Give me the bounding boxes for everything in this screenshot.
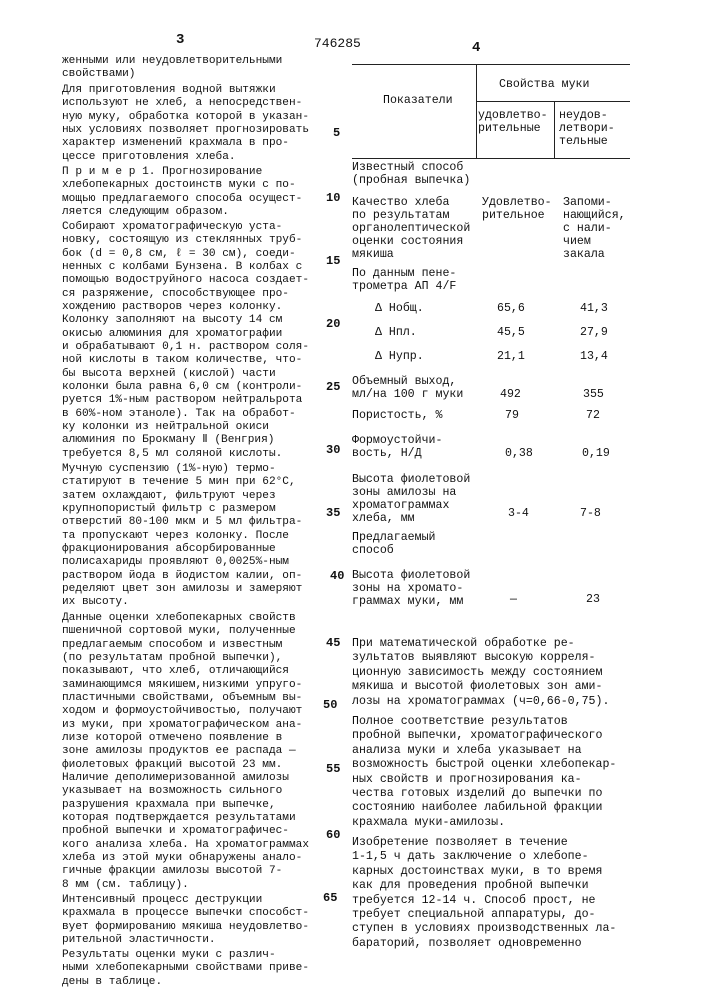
- table-row-label: По данным пене- трометра АП 4/F: [352, 267, 456, 293]
- line-number: 15: [326, 254, 340, 268]
- table-header-unsatisfactory: неудов- летвори- тельные: [559, 109, 615, 148]
- line-number: 50: [323, 698, 337, 712]
- paragraph: женными или неудовлетворительными свойствами): [62, 55, 282, 82]
- table-row-label: Качество хлеба по результатам органолептической оценки состояния мякиша: [352, 196, 470, 261]
- table-cell-good: 79: [505, 409, 519, 422]
- table-header-indicators: Показатели: [383, 94, 453, 107]
- table-cell-bad: 41,3: [580, 302, 608, 315]
- table-cell-good: 65,6: [497, 302, 525, 315]
- line-number: 65: [323, 891, 337, 905]
- line-number: 45: [326, 636, 340, 650]
- table-cell-bad: 7-8: [580, 507, 601, 520]
- paragraph: Изобретение позволяет в течение 1-1,5 ч дать заключение о хлебопе- карных достоинствах муки, в то время как для проведения пробной выпечки требуется 12-14 ч. Способ прост, не требует специальной аппаратуры, до- ступен в условиях производственных ла- бараторий, позволяет одновременно: [352, 836, 616, 951]
- table-vertical-rule: [476, 64, 477, 158]
- paragraph: Для приготовления водной вытяжки используют не хлеб, а непосредствен- ную муку, обработка которой в указан- ных условиях позволяет прогнозировать характер изменений крахмала в про- цессе приготовления хлеба.: [62, 84, 309, 164]
- table-row-label: Δ Hобщ.: [375, 302, 424, 315]
- table-section-proposed-method: Предлагаемый способ: [352, 531, 436, 557]
- table-cell-bad: 27,9: [580, 326, 608, 339]
- line-number: 25: [326, 380, 340, 394]
- table-row-label: Пористость, %: [352, 409, 442, 422]
- table-row-label: Высота фиолетовой зоны на хромато- граммах муки, мм: [352, 569, 470, 608]
- line-number: 60: [326, 828, 340, 842]
- table-row-label: Δ Hпл.: [375, 326, 417, 339]
- table-row-label: Высота фиолетовой зоны амилозы на хроматограммах хлеба, мм: [352, 473, 470, 525]
- line-number: 20: [326, 317, 340, 331]
- table-cell-bad: Запоми- нающийся, с нали- чием закала: [563, 196, 626, 261]
- table-cell-bad: 13,4: [580, 350, 608, 363]
- line-number: 10: [326, 191, 340, 205]
- table-row-label: Объемный выход, мл/на 100 г муки: [352, 375, 463, 401]
- table-top-rule: [352, 64, 630, 65]
- table-cell-bad: 72: [586, 409, 600, 422]
- table-cell-good: 21,1: [497, 350, 525, 363]
- table-cell-bad: 23: [586, 593, 600, 606]
- table-cell-good: Удовлетво- рительное: [482, 196, 552, 222]
- table-row-label: Формоустойчи- вость, Н/Д: [352, 434, 442, 460]
- paragraph: П р и м е р 1. Прогнозирование хлебопекарных достоинств муки с по- мощью предлагаемого способа осущест- ляется следующим образом.: [62, 166, 302, 219]
- paragraph: Мучную суспензию (1%-ную) термо- статируют в течение 5 мин при 62°С, затем охлаждают, фильтруют через крупнопористый фильтр с размером отверстий 80-100 мкм и 5 мл фильтра- та пропускают через колонку. После фракционирования абсорбированные полисахариды проявляют 0,0025%-ным раствором йода в йодистом калии, оп- ределяют цвет зон амилозы и замеряют их высоту.: [62, 463, 302, 610]
- table-section-known-method: Известный способ (пробная выпечка): [352, 161, 470, 187]
- line-number: 5: [333, 126, 340, 140]
- table-cell-bad: 355: [583, 388, 604, 401]
- line-number: 30: [326, 443, 340, 457]
- paragraph: Результаты оценки муки с различ- ными хлебопекарными свойствами приве- дены в таблице.: [62, 949, 309, 989]
- line-number: 40: [330, 569, 344, 583]
- table-cell-good: 0,38: [505, 447, 533, 460]
- patent-number: 746285: [314, 36, 361, 51]
- paragraph: Интенсивный процесс деструкции крахмала в процессе выпечки способст- вует формированию мякиша неудовлетво- рительной эластичности.: [62, 894, 309, 947]
- table-header-bottom-rule: [352, 158, 630, 159]
- table-cell-good: 492: [500, 388, 521, 401]
- page-number-right: 4: [472, 40, 480, 56]
- paragraph: При математической обработке ре- зультатов выявляют высокую корреля- ционную зависимость между состоянием мякиша и высотой фиолетовых зон ами- лозы на хроматограммах (ч=0,66-0,75).: [352, 637, 609, 709]
- table-group-rule: [476, 101, 630, 102]
- table-cell-good: 45,5: [497, 326, 525, 339]
- table-cell-good: —: [510, 593, 517, 606]
- table-vertical-rule: [554, 101, 555, 158]
- page-number-left: 3: [176, 32, 184, 48]
- line-number: 35: [326, 506, 340, 520]
- table-header-satisfactory: удовлетво- рительные: [478, 109, 548, 135]
- table-header-flour-properties: Свойства муки: [499, 78, 589, 91]
- paragraph: Данные оценки хлебопекарных свойств пшеничной сортовой муки, полученные предлагаемым способом и известным (по результатам пробной выпечки), показывают, что хлеб, отличающийся заминающимся мякишем,низкими упруго- пластичными свойствами, объемным вы- ходом и формоустойчивостью, получают из муки, при хроматографическом ана- лизе которой отмечено появление в зоне амилозы продуктов ее распада — фиолетовых фракций высотой 23 мм. Наличие деполимеризованной амилозы указывает на возможность сильного разрушения крахмала при выпечке, которая подтверждается результатами пробной выпечки и хроматографичес- кого анализа хлеба. На хроматограммах хлеба из этой муки обнаружены анало- гичные фракции амилозы высотой 7- 8 мм (см. таблицу).: [62, 612, 309, 892]
- table-row-label: Δ Hупр.: [375, 350, 424, 363]
- paragraph: Собирают хроматографическую уста- новку, состоящую из стеклянных труб- бок (d = 0,8 см, ℓ = 30 см), соеди- ненных с колбами Бунзена. В колбах с помощью водоструйного насоса создает- ся разряжение, способствующее про- хождению растворов через колонку. Колонку заполняют на высоту 14 см окисью алюминия для хроматографии и обрабатывают 0,1 н. раствором соля- ной кислоты в таком количестве, что- бы высота верхней (кислой) части колонки была равна 6,0 см (контроли- руется 1%-ным раствором нейтральрота в 60%-ном этаноле). Так на обработ- ку колонки из нейтральной окиси алюминия по Брокману Ⅱ (Венгрия) требуется 8,5 мл соляной кислоты.: [62, 221, 309, 461]
- table-cell-good: 3-4: [508, 507, 529, 520]
- paragraph: Полное соответствие результатов пробной выпечки, хроматографического анализа муки и хлеба указывает на возможность быстрой оценки хлебопекар- ных свойств и прогнозирования ка- чества готовых изделий до выпечки по состоянию наиболее лабильной фракции крахмала муки-амилозы.: [352, 715, 616, 830]
- line-number: 55: [326, 762, 340, 776]
- table-cell-bad: 0,19: [582, 447, 610, 460]
